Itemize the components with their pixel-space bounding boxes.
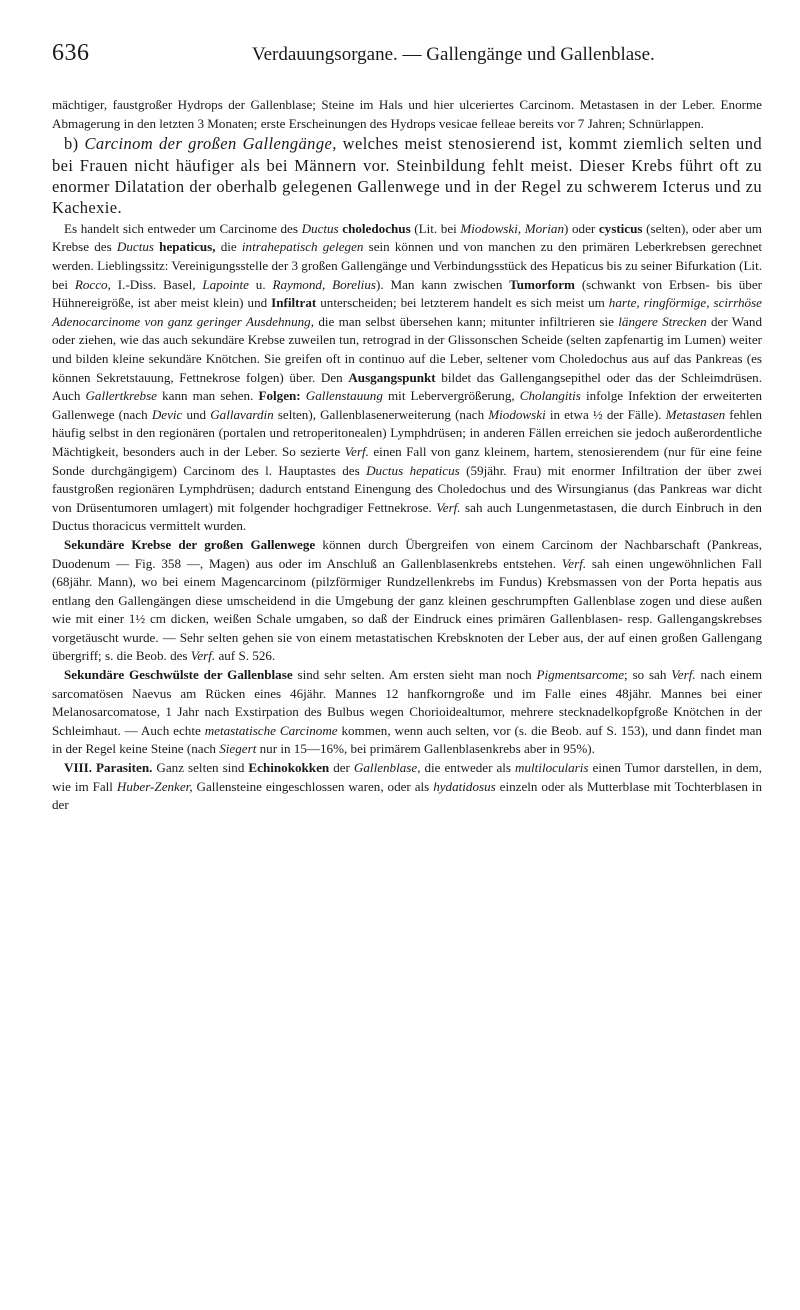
text-run: selten), Gallenblasenerweiterung (nach [273,406,489,422]
text-run: auf S. 526. [215,648,276,664]
paragraph-sekundaere-geschwuelste [52,666,762,759]
bold-term: Ausgangspunkt [348,369,436,385]
italic-term: Miodowski, Morian [460,220,565,236]
italic-term: multilocularis [515,760,589,776]
bold-term: cysticus [598,220,643,236]
running-head: Verdauungsorgane. — Gallengänge und Gallenblase. [252,44,655,65]
text-run: nach einem sarcomatösen Naevus am Rücken eines 46jähr. Mannes 12 hanfkorngroße und im Falle eines 48jähr. Mannes bei einer Melanosarcomatose, 1 Jahr nach Exstirpation des Bulbus wegen Chorioidealtumor, mehrere stecknadelkopfgroße Knötchen in der Schleimhaut. — Auch echte [52,667,762,738]
text-run: (selten), oder aber um Krebse des [52,220,762,255]
text-run: I.-Diss. Basel, [110,276,203,292]
text-run: die entweder als [420,760,516,776]
italic-term: Verf. [344,443,369,459]
italic-term: harte, ringförmige, scirrhöse Adenocarcinome von ganz geringer Ausdehnung, [52,295,762,329]
bold-term: hepaticus, [159,239,216,255]
text-run: (Lit. bei [410,220,461,236]
italic-term: Devic [151,406,183,422]
italic-term: Verf. [561,555,587,571]
bold-term: Infiltrat [271,295,317,311]
text-run: der Wand oder ziehen, wie das auch sekundäre Krebse zuweilen tun, retrograd in der Glissonschen Scheide (selten zapfenartig im Lumen) weiter und bilden kleine sekundäre Knötchen. Sie greifen oft in continuo auf die Leber, seltener vom Choledochus aus auf das Pankreas (es können Sekretstauung, Fettnekrose folgen) über. Den [52,313,763,385]
section-title: Carcinom der großen Gallengänge, [84,134,337,154]
italic-term: Gallenblase, [353,760,421,776]
text-run: einen Tumor darstellen, in dem, wie im Fall [52,760,762,794]
text-run: die man selbst übersehen kann; mitunter infiltrieren sie [314,313,619,329]
text-run: Ganz selten sind [152,760,249,776]
text-run: Gallensteine eingeschlossen waren, oder als [192,778,434,794]
italic-term: Ductus hepaticus [366,462,460,478]
bold-term: Echinokokken [248,760,330,776]
text-run: ). Man kann zwischen [375,276,510,292]
text-run: (59jähr. Frau) mit enormer Infiltration der über zwei faustgroßen regionären Lymphdrüsen; dadurch entstand Einengung des Choledochus und des Wirsungianus (das Pankreas war dicht von Drüsentumoren umlagert) mit folgender hochgradiger Fettnekrose. [52,462,762,515]
text-run: und [182,406,211,422]
text-run: unterscheiden; bei letzterem handelt es sich meist um [316,295,609,311]
page [52,0,762,815]
italic-term: Raymond, Borelius [272,276,376,292]
italic-term: Ductus [116,239,154,255]
text-run: fehlen häufig selbst in den regionären (portalen und retroperitonealen) Lymphdrüsen; in anderen Fällen erreichen sie jedoch außerordentliche Mächtigkeit, besonders auch in der Leber. So sezierte [52,406,763,459]
paragraph-carcinom-gallengaenge [52,133,762,219]
paragraph-parasiten [52,759,762,815]
italic-term: längere Strecken [618,313,707,329]
text-run: sah auch Lungenmetastasen, die durch Einbruch in den Ductus thoracicus vermittelt wurden. [52,499,762,534]
italic-term: Verf. [190,648,216,664]
page-body [52,96,762,815]
text-run: nur in 15—16%, bei primärem Gallenblasenkrebs aber in 95%). [256,741,595,757]
text-run: kann man sehen. [156,388,259,404]
page-header [52,40,762,80]
text-run: ; so sah [624,667,672,683]
text-run: mächtiger, faustgroßer Hydrops der Gallenblase; Steine im Hals und hier ulceriertes Carcinom. Metastasen in der Leber. Enorme Abmagerung in den letzten 3 Monaten; erste Erscheinungen des Hydrops vesicae felleae bereits vor 7 Jahren; Schnürlappen. [52,97,762,131]
italic-term: Miodowski [488,406,546,422]
text-run: sind sehr selten. Am ersten sieht man noch [292,667,537,683]
bold-term: Tumorform [509,276,575,292]
text-run: sein können und von manchen zu den primären Leberkrebsen gerechnet werden. Lieblingssitz: Vereinigungsstelle der 3 großen Gallengänge und Verbindungsstück des Hepaticus bis zu seiner Bifurkation (Lit. bei [52,239,762,292]
bold-term: Folgen: [258,388,301,404]
italic-term: intrahepatisch gelegen [241,239,364,255]
italic-term: Pigmentsarcome [536,667,625,683]
bold-term: choledochus [342,220,411,236]
italic-term: Lapointe [202,276,249,292]
text-run: die [215,239,242,255]
text-run: ) oder [564,220,599,236]
italic-term: Verf. [671,667,696,683]
text-run: können durch Übergreifen von einem Carcinom der Nachbarschaft (Pankreas, Duodenum — Fig. 358 —, Magen) aus oder im Anschluß an Gallenblasenkrebs entstehen. [52,536,763,571]
page-number: 636 [52,40,90,66]
text-run: in etwa ½ der Fälle). [545,406,666,422]
italic-term: Gallenstauung [305,388,383,404]
text-run: sah einen ungewöhnlichen Fall (68jähr. Mann), wo bei einem Magencarcinom (pilzförmiger Rundzellenkrebs im Fundus) Krebsmassen von der Porta hepatis aus entlang den Gallengängen diese umscheidend in die Umgebung der ganz kleinen geschrumpften Gallenblase zogen und diese außen wie mit einer 1½ cm dicken, weißen Schale umgaben, so daß der Eindruck eines primären Gallenblasen- resp. Gallengangskrebses vorgetäuscht wurde. — Sehr selten gehen sie von einem metastatischen Krebsknoten der Leber aus, der auf einen großen Gallengang übergriff; s. die Beob. des [52,555,762,664]
bold-term: Sekundäre Krebse der großen Gallenwege [64,536,316,552]
paragraph-hydrops-case [52,96,762,133]
italic-term: Cholangitis [519,388,581,404]
text-run: bildet das Gallengangsepithel oder das der Schleimdrüsen. Auch [52,369,762,404]
italic-term: Rocco, [74,276,111,292]
text-run: (schwankt von Erbsen- bis über Hühnereigröße, ist aber meist klein) und [52,276,762,311]
text-run: mit Lebervergrößerung, [382,388,520,404]
italic-term: Ductus [301,220,339,236]
italic-term: Gallertkrebse [85,388,157,404]
text-run: u. [248,276,273,292]
text-run: welches meist stenosierend ist, kommt ziemlich selten und bei Frauen nicht häufiger als bei Männern vor. Steinbildung fehlt meist. Dieser Krebs führt oft zu enormer Dilatation der oberhalb gelegenen Gallenwege und in der Regel zu schwerem Icterus und zu Kachexie. [52,134,763,218]
text-run: kommen, wenn auch selten, vor (s. die Beob. auf S. 153), und dann findet man in der Regel keine Steine (nach [52,722,762,757]
section-marker: b) [64,134,79,154]
text-run: der [329,760,354,776]
italic-term: Huber-Zenker, [116,778,193,794]
text-run: Es handelt sich entweder um Carcinome des [64,220,302,236]
paragraph-sekundaere-krebse [52,536,762,666]
text-run: infolge Infektion der erweiterten Gallenwege (nach [52,388,762,422]
italic-term: Verf. [436,499,461,515]
italic-term: Gallavardin [210,406,274,422]
paragraph-lokalisation [52,220,762,536]
text-run: einen Fall von ganz kleinem, hartem, stenosierendem (nur für eine feine Sonde durchgängigem) Carcinom des l. Hauptastes des [52,443,762,478]
bold-term: VIII. Parasiten. [64,760,153,776]
italic-term: metastatische Carcinome [204,722,338,738]
bold-term: Sekundäre Geschwülste der Gallenblase [64,667,293,683]
text-run: einzeln oder als Mutterblase mit Tochterblasen in der [52,778,762,813]
italic-term: Siegert [219,741,257,757]
italic-term: Metastasen [665,406,726,422]
italic-term: hydatidosus [433,778,496,794]
